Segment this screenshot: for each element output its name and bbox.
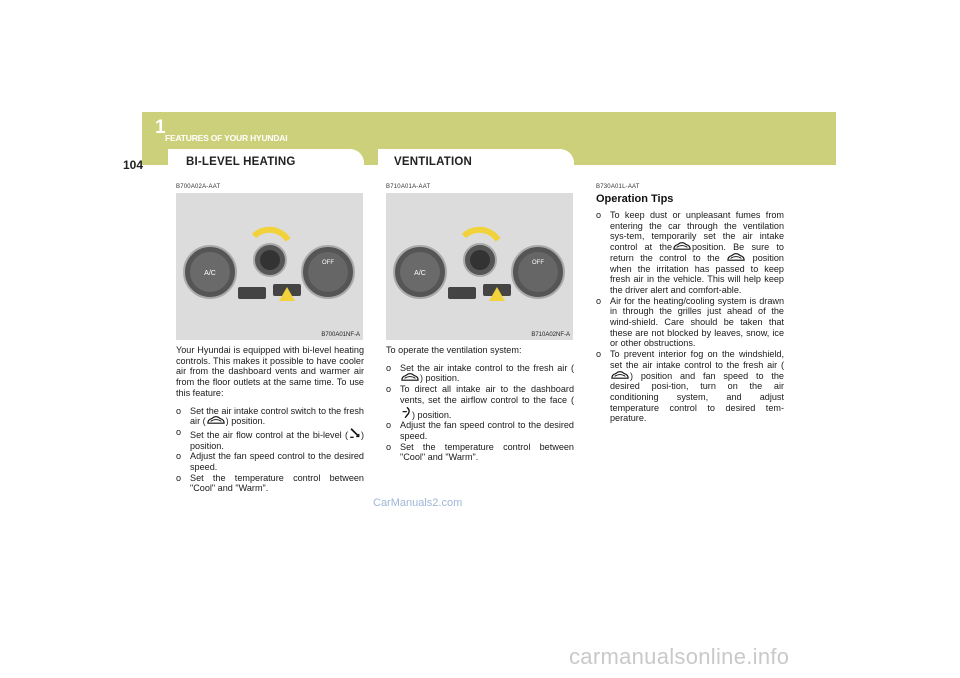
recirculate-icon: [672, 242, 692, 251]
bi-level-icon: [348, 427, 361, 439]
off-label: OFF: [532, 260, 544, 266]
section-code-ventilation: B710A01A-AAT: [386, 184, 431, 190]
figure-label: B710A02NF-A: [531, 332, 570, 338]
face-vent-icon: [400, 406, 412, 419]
hvac-panel-illustration: [176, 193, 363, 340]
chapter-number: 1: [155, 117, 166, 138]
list-item: o To prevent interior fog on the windshield, set the air intake control to the fresh air () position and fan speed to the desired posi-tion, turn on the air conditioning system, and adjust temperature control to desired tem-perature.: [596, 349, 784, 424]
section-code-bilevel: B700A02A-AAT: [176, 184, 221, 190]
ac-label: A/C: [414, 270, 426, 277]
bilevel-intro: Your Hyundai is equipped with bi-level heating controls. This makes it possible to have cooler air from the dashboard vents and warmer air from the floor outlets at the same time. To use this feature:: [176, 345, 364, 398]
ventilation-text: [386, 345, 574, 463]
hvac-panel-illustration: [386, 193, 573, 340]
operation-tips-heading: Operation Tips: [596, 193, 674, 205]
list-item: o Set the air flow control at the bi-level ( ) position.: [176, 426, 364, 451]
section-title-ventilation: VENTILATION: [394, 156, 473, 168]
list-item: o Set the temperature control between "Cool" and "Warm".: [386, 441, 574, 463]
footer-watermark: carmanualsonline.info: [569, 644, 790, 669]
list-item: o Set the temperature control between "Cool" and "Warm".: [176, 472, 364, 494]
page-number: 104: [123, 158, 144, 172]
fresh-air-icon: [610, 371, 630, 380]
list-item: o Set the air intake control switch to the fresh air ( ) position.: [176, 405, 364, 427]
list-item: o To keep dust or unpleasant fumes from entering the car through the ventilation sys-tem, temporarily set the air intake control at the position. Be sure to return the control to the position when the irritation has passed to keep fresh air in the vehicle. This will help keep the driver alert and comfort-able.: [596, 210, 784, 295]
list-item: o To direct all intake air to the dashboard vents, set the airflow control to the face () position.: [386, 384, 574, 420]
fresh-air-icon: [400, 373, 420, 382]
ventilation-intro: To operate the ventilation system:: [386, 345, 522, 355]
section-title-bilevel: BI-LEVEL HEATING: [186, 156, 296, 168]
tips-text: [596, 210, 784, 424]
chapter-title: FEATURES OF YOUR HYUNDAI: [165, 133, 288, 143]
fresh-air-icon: [206, 416, 226, 425]
list-item: o Adjust the fan speed control to the desired speed.: [386, 420, 574, 441]
list-item: o Air for the heating/cooling system is drawn in through the grilles just ahead of the wind-shield. Care should be taken that these are not blocked by leaves, snow, ice or other obstructions.: [596, 295, 784, 349]
list-item: o Adjust the fan speed control to the desired speed.: [176, 451, 364, 473]
figure-label: B700A01NF-A: [321, 332, 360, 338]
ac-label: A/C: [204, 270, 216, 277]
list-item: o Set the air intake control to the fresh air () position.: [386, 362, 574, 384]
fresh-air-icon: [726, 253, 746, 262]
hvac-panel-figure-ventilation: [386, 193, 573, 340]
bilevel-text: [176, 345, 364, 494]
site-watermark: CarManuals2.com: [373, 497, 463, 509]
off-label: OFF: [322, 260, 334, 266]
section-code-tips: B730A01L-AAT: [596, 184, 640, 190]
hvac-panel-figure-bilevel: [176, 193, 363, 340]
